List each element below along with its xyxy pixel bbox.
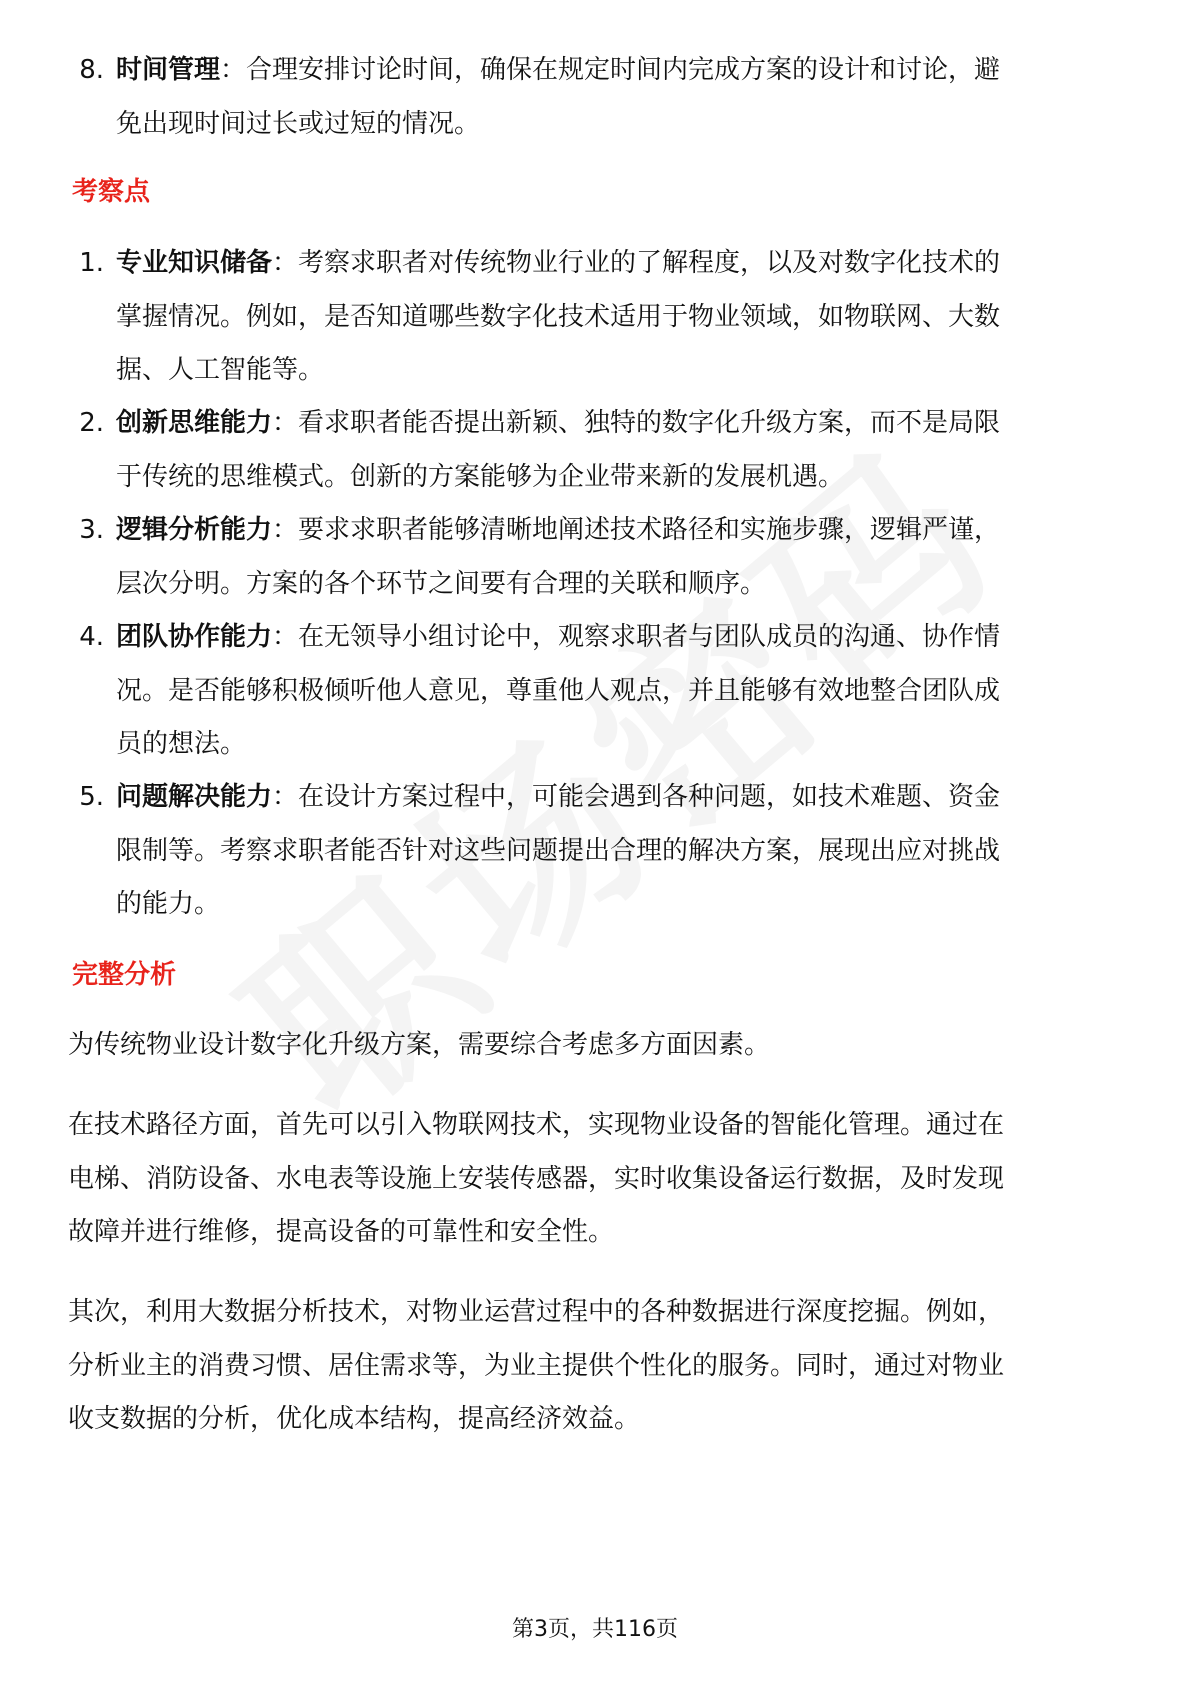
list-item-line: 于传统的思维模式。创新的方案能够为企业带来新的发展机遇。 xyxy=(116,462,845,492)
list-item-line: 免出现时间过长或过短的情况。 xyxy=(116,109,481,139)
list-item-line: 据、人工智能等。 xyxy=(116,355,325,385)
list-item-line: 掌握情况。例如，是否知道哪些数字化技术适用于物业领域，如物联网、大数 xyxy=(116,302,1001,332)
list-item-line: 的能力。 xyxy=(116,889,221,919)
list-item-text: ：在无领导小组讨论中，观察求职者与团队成员的沟通、协作情 xyxy=(272,622,1001,652)
list-item-line: 限制等。考察求职者能否针对这些问题提出合理的解决方案，展现出应对挑战 xyxy=(116,836,1001,866)
paragraph-line: 在技术路径方面，首先可以引入物联网技术，实现物业设备的智能化管理。通过在 xyxy=(68,1110,1005,1140)
list-number: 4. xyxy=(79,622,104,652)
list-number: 1. xyxy=(79,248,104,278)
list-item-line xyxy=(116,617,1000,657)
list-item-text: ：看求职者能否提出新颖、独特的数字化升级方案，而不是局限 xyxy=(272,408,1001,438)
list-number: 5. xyxy=(79,782,104,812)
list-item-title: 创新思维能力 xyxy=(116,408,273,438)
section-heading-kaocha: 考察点 xyxy=(72,177,151,207)
list-item-text: ：合理安排讨论时间，确保在规定时间内完成方案的设计和讨论，避 xyxy=(220,55,1001,85)
list-item-line: 员的想法。 xyxy=(116,729,247,759)
list-item-line xyxy=(116,243,1000,283)
list-item-line xyxy=(116,777,1000,817)
list-item-line xyxy=(116,50,1000,90)
list-item-title: 问题解决能力 xyxy=(116,782,273,812)
section-heading-analysis: 完整分析 xyxy=(72,960,177,990)
list-item-title: 时间管理 xyxy=(116,55,221,85)
list-item-text: ：考察求职者对传统物业行业的了解程度，以及对数字化技术的 xyxy=(272,248,1001,278)
list-number: 8. xyxy=(79,55,104,85)
paragraph-line: 电梯、消防设备、水电表等设施上安装传感器，实时收集设备运行数据，及时发现 xyxy=(68,1164,1005,1194)
list-item-text: ：在设计方案过程中，可能会遇到各种问题，如技术难题、资金 xyxy=(272,782,1001,812)
list-item-title: 专业知识储备 xyxy=(116,248,273,278)
list-item-title: 逻辑分析能力 xyxy=(116,515,273,545)
list-item-line: 层次分明。方案的各个环节之间要有合理的关联和顺序。 xyxy=(116,569,767,599)
list-number: 3. xyxy=(79,515,104,545)
paragraph-line: 为传统物业设计数字化升级方案，需要综合考虑多方面因素。 xyxy=(68,1030,771,1060)
list-item-line xyxy=(116,403,1000,443)
paragraph-line: 故障并进行维修，提高设备的可靠性和安全性。 xyxy=(68,1217,615,1247)
list-item-line: 况。是否能够积极倾听他人意见，尊重他人观点，并且能够有效地整合团队成 xyxy=(116,676,1001,706)
list-item-title: 团队协作能力 xyxy=(116,622,273,652)
list-item-text: ：要求求职者能够清晰地阐述技术路径和实施步骤，逻辑严谨， xyxy=(272,515,1001,545)
paragraph-line: 分析业主的消费习惯、居住需求等，为业主提供个性化的服务。同时，通过对物业 xyxy=(68,1351,1005,1381)
page-number-footer: 第3页，共116页 xyxy=(512,1617,678,1642)
paragraph-line: 收支数据的分析，优化成本结构，提高经济效益。 xyxy=(68,1404,641,1434)
paragraph-line: 其次，利用大数据分析技术，对物业运营过程中的各种数据进行深度挖掘。例如， xyxy=(68,1297,1005,1327)
list-number: 2. xyxy=(79,408,104,438)
list-item-line xyxy=(116,510,1000,550)
